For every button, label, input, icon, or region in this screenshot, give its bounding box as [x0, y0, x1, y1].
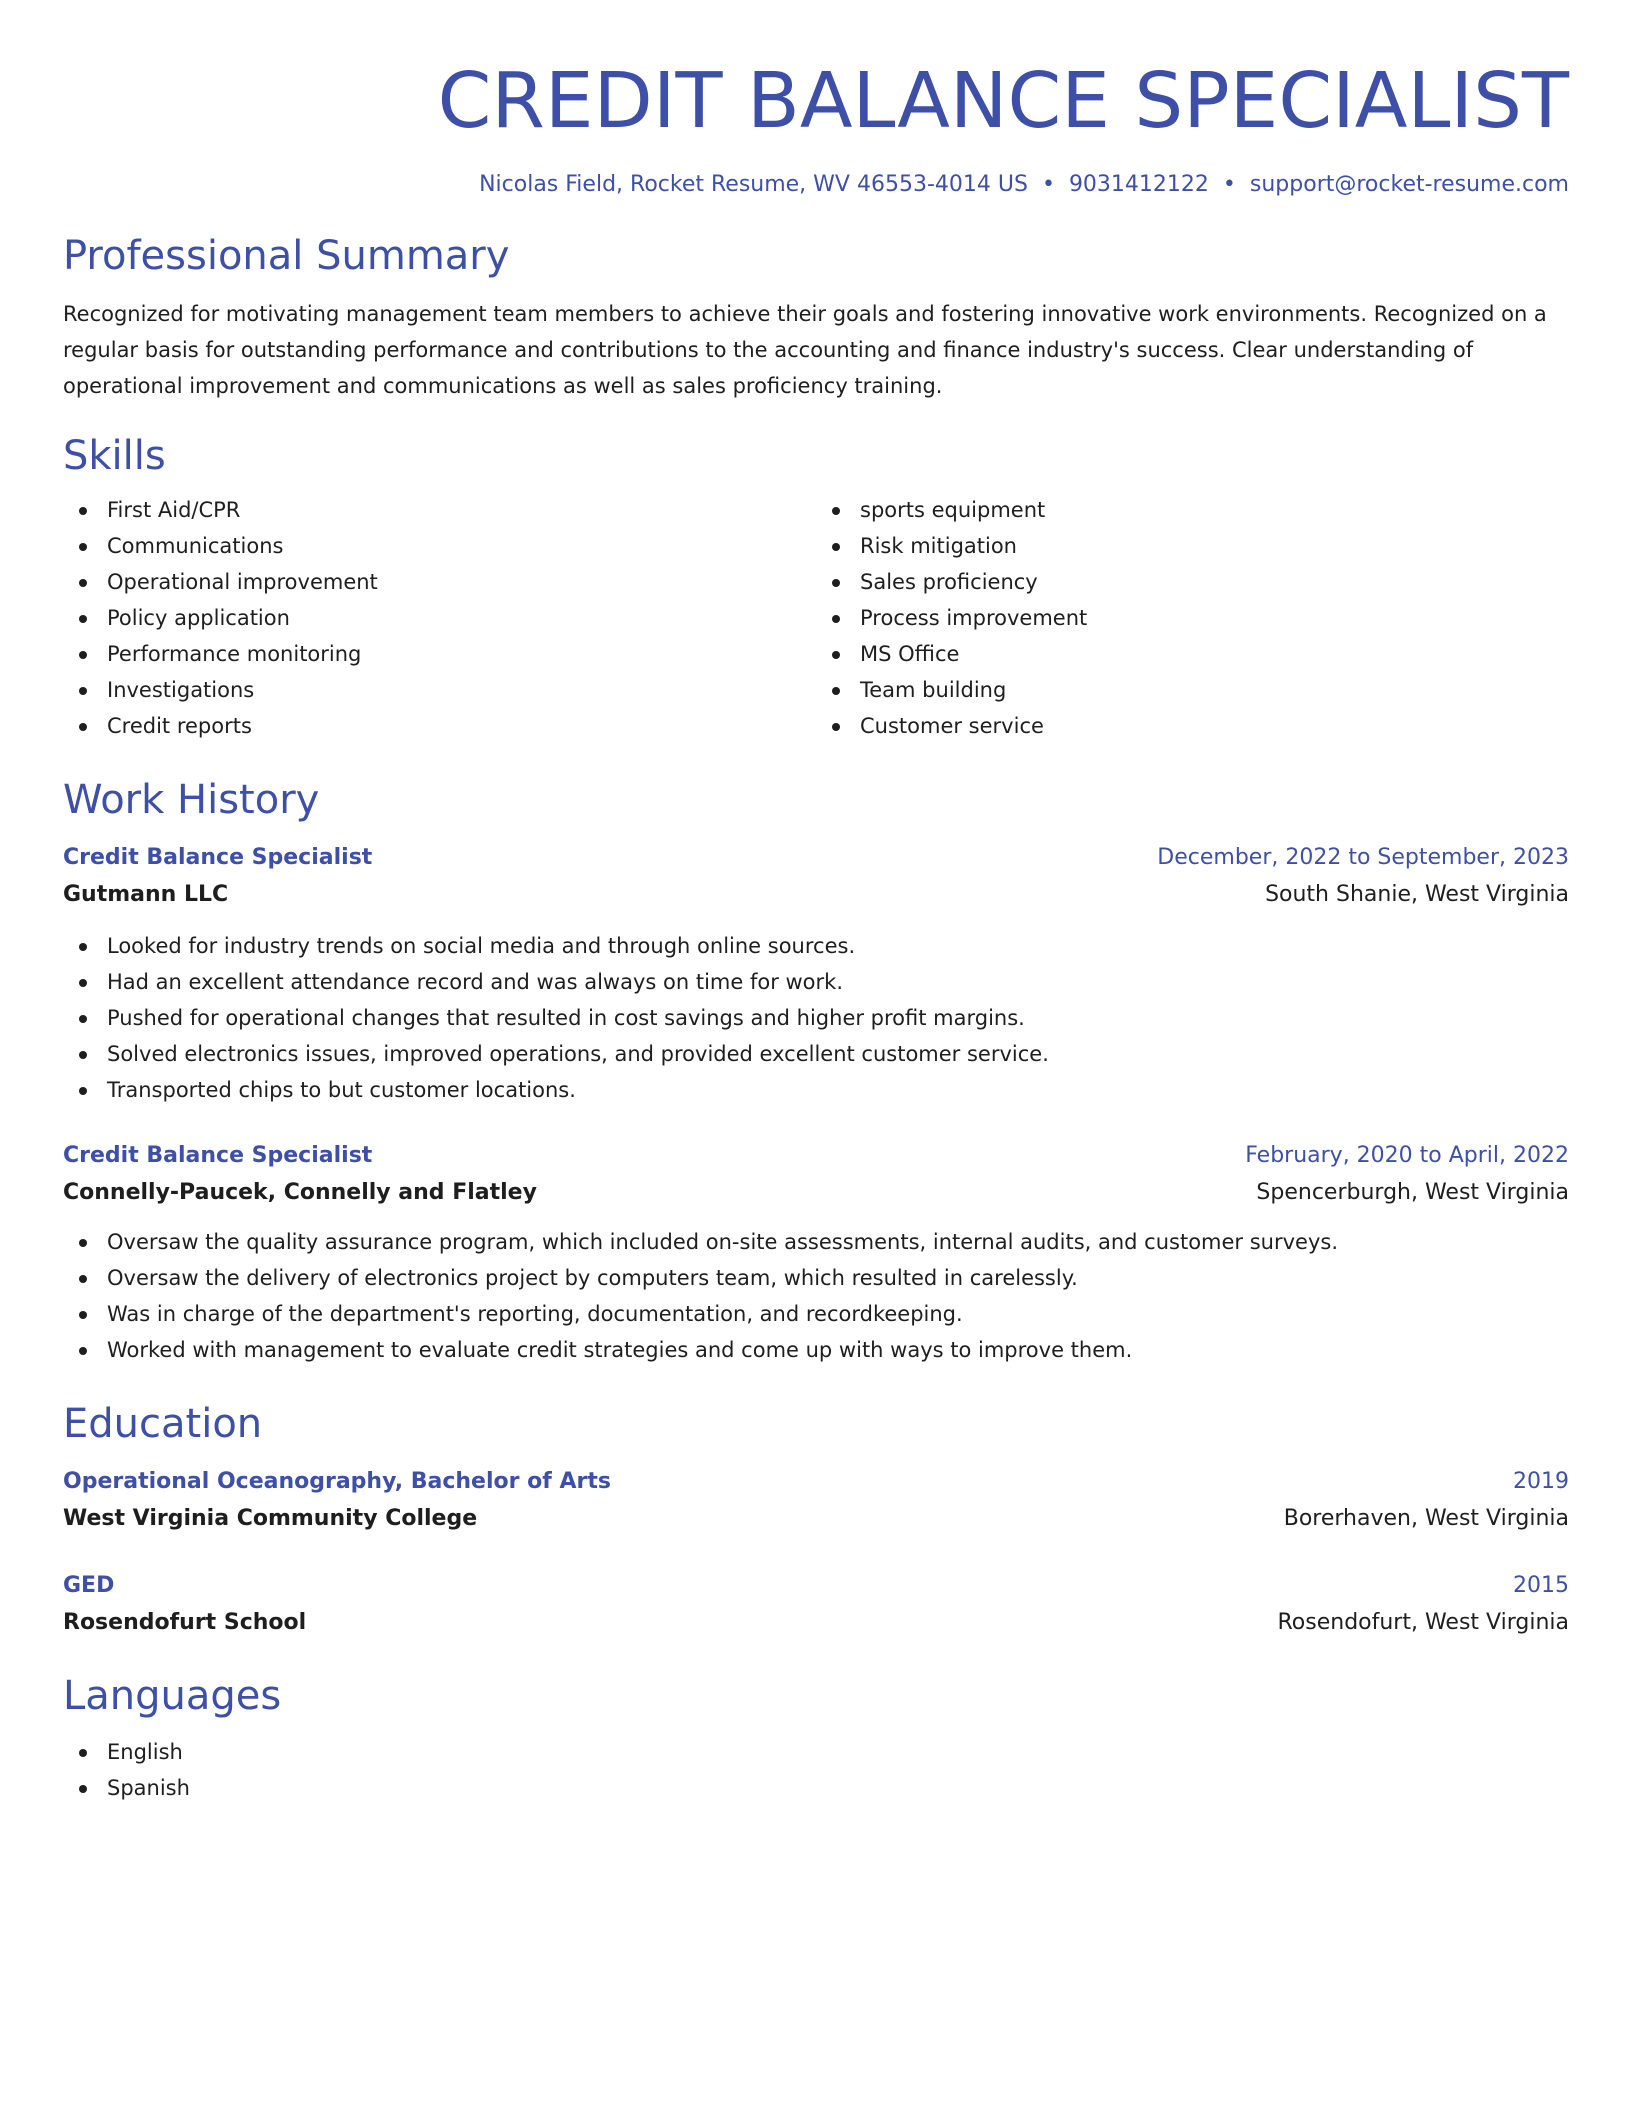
skills-heading: Skills	[63, 433, 166, 479]
education-heading: Education	[63, 1401, 263, 1447]
skill-item: sports equipment	[816, 492, 1569, 528]
job-role: Credit Balance Specialist	[63, 845, 373, 870]
skill-item: Performance monitoring	[63, 636, 816, 672]
education-degree: GED	[63, 1573, 115, 1598]
education-year: 2019	[1513, 1469, 1569, 1494]
skill-item: Process improvement	[816, 600, 1569, 636]
education-entry	[63, 1568, 1569, 1642]
education-header-row	[63, 1568, 1569, 1604]
summary-text: Recognized for motivating management team members to achieve their goals and fostering innovative work environments. Recognized on a regular basis for outstanding performance and contributions to the accounting and finance industry's success. Clear understanding of operational improvement and communications as well as sales proficiency training.	[63, 302, 1547, 398]
skill-item: Investigations	[63, 672, 816, 708]
job-company: Gutmann LLC	[63, 882, 229, 907]
job-bullet: Transported chips to but customer locations.	[63, 1072, 1569, 1108]
skill-item: Customer service	[816, 708, 1569, 744]
education-school-row	[63, 1604, 1569, 1642]
job-org-row	[63, 876, 1569, 914]
job-org-row	[63, 1174, 1569, 1212]
skill-item: Operational improvement	[63, 564, 816, 600]
skill-item: Communications	[63, 528, 816, 564]
job-location: South Shanie, West Virginia	[1265, 882, 1569, 907]
skill-item: Sales proficiency	[816, 564, 1569, 600]
contact-line	[63, 170, 1569, 200]
skill-item: Team building	[816, 672, 1569, 708]
job-bullet: Oversaw the delivery of electronics project by computers team, which resulted in carelessly.	[63, 1260, 1569, 1296]
education-location: Borerhaven, West Virginia	[1283, 1506, 1569, 1531]
skill-item: MS Office	[816, 636, 1569, 672]
job-bullets	[63, 928, 1569, 1108]
education-degree: Operational Oceanography, Bachelor of Arts	[63, 1469, 611, 1494]
job-bullet: Pushed for operational changes that resulted in cost savings and higher profit margins.	[63, 1000, 1569, 1036]
job-bullet: Oversaw the quality assurance program, which included on-site assessments, internal audits, and customer surveys.	[63, 1224, 1569, 1260]
job-role: Credit Balance Specialist	[63, 1143, 373, 1168]
job-bullet: Looked for industry trends on social media and through online sources.	[63, 928, 1569, 964]
skills-columns	[63, 492, 1569, 744]
job-bullet: Had an excellent attendance record and was always on time for work.	[63, 964, 1569, 1000]
language-item: Spanish	[63, 1770, 1569, 1806]
education-header-row	[63, 1464, 1569, 1500]
skill-item: First Aid/CPR	[63, 492, 816, 528]
resume-title: CREDIT BALANCE SPECIALIST	[437, 57, 1569, 146]
job-header-row	[63, 1138, 1569, 1174]
contact-address: Nicolas Field, Rocket Resume, WV 46553-4014 US	[479, 172, 1028, 197]
contact-separator: •	[1222, 172, 1236, 197]
skills-list-left	[63, 492, 816, 744]
job-bullet: Worked with management to evaluate credit strategies and come up with ways to improve them.	[63, 1332, 1569, 1368]
job-company: Connelly-Paucek, Connelly and Flatley	[63, 1180, 537, 1205]
job-bullets	[63, 1224, 1569, 1368]
work-history-heading: Work History	[63, 777, 320, 823]
job-entry	[63, 1138, 1569, 1368]
job-entry	[63, 840, 1569, 1108]
education-school: Rosendofurt School	[63, 1610, 307, 1635]
language-item: English	[63, 1734, 1569, 1770]
job-dates: February, 2020 to April, 2022	[1245, 1143, 1569, 1168]
education-year: 2015	[1513, 1573, 1569, 1598]
education-entry	[63, 1464, 1569, 1538]
job-bullet: Solved electronics issues, improved operations, and provided excellent customer service.	[63, 1036, 1569, 1072]
languages-list	[63, 1734, 1569, 1806]
job-dates: December, 2022 to September, 2023	[1157, 845, 1569, 870]
skill-item: Risk mitigation	[816, 528, 1569, 564]
education-location: Rosendofurt, West Virginia	[1277, 1610, 1569, 1635]
skill-item: Policy application	[63, 600, 816, 636]
job-location: Spencerburgh, West Virginia	[1256, 1180, 1569, 1205]
job-bullet: Was in charge of the department's reporting, documentation, and recordkeeping.	[63, 1296, 1569, 1332]
contact-phone: 9031412122	[1068, 172, 1209, 197]
contact-email: support@rocket-resume.com	[1249, 172, 1569, 197]
skill-item: Credit reports	[63, 708, 816, 744]
languages-heading: Languages	[63, 1673, 282, 1719]
job-header-row	[63, 840, 1569, 876]
education-school: West Virginia Community College	[63, 1506, 478, 1531]
skills-list-right	[816, 492, 1569, 744]
education-school-row	[63, 1500, 1569, 1538]
contact-separator: •	[1041, 172, 1055, 197]
summary-heading: Professional Summary	[63, 233, 510, 279]
